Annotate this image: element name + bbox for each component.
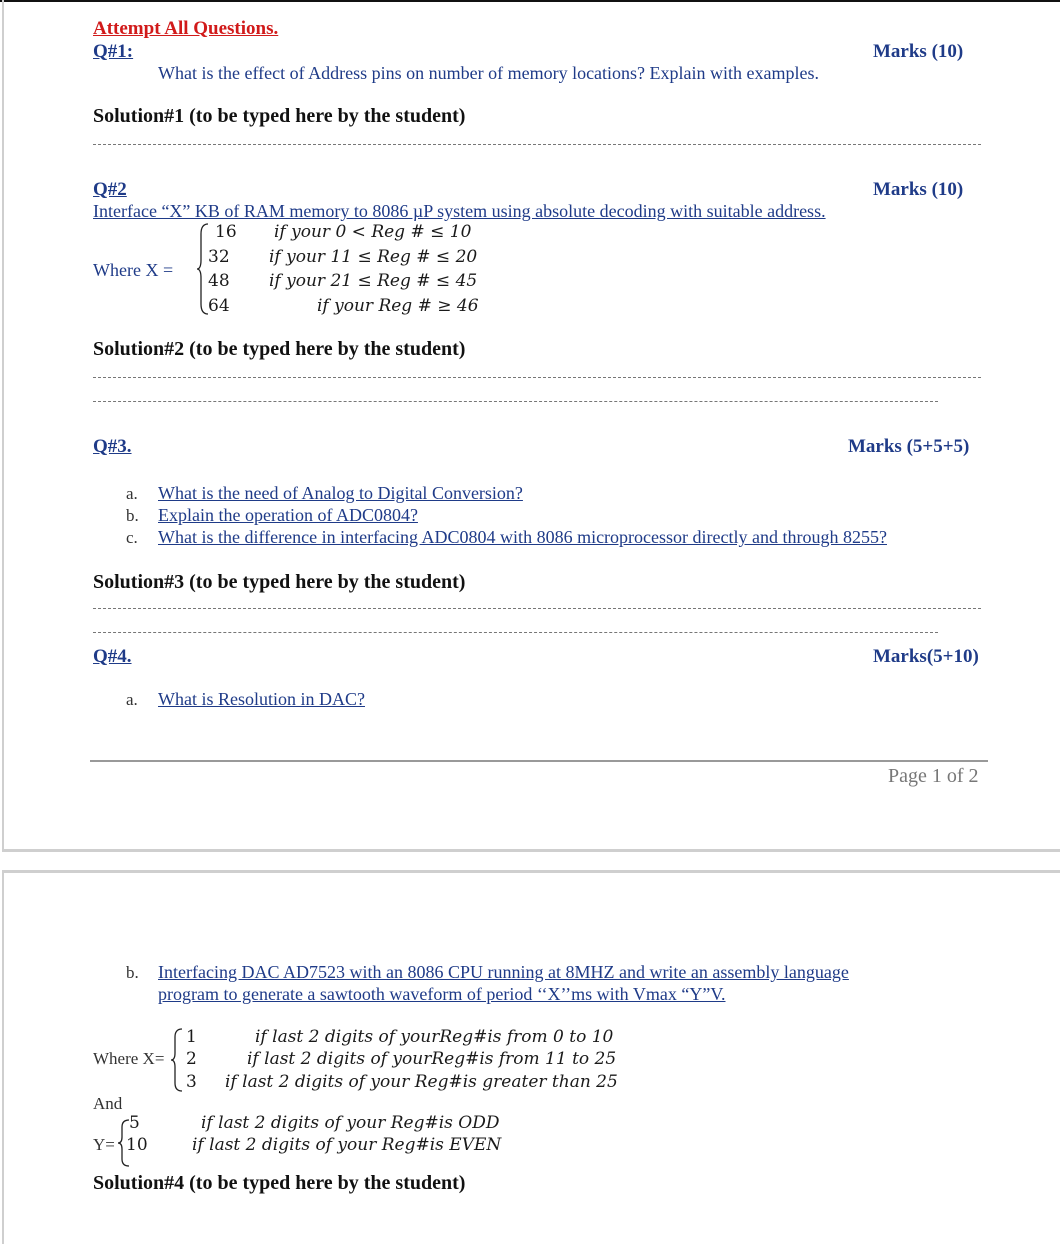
q4-x-brace	[170, 1027, 184, 1093]
q4-item-b-line-1: Interfacing DAC AD7523 with an 8086 CPU running at 8MHZ and write an assembly language	[158, 962, 849, 982]
q4-marks: Marks(5+10)	[873, 646, 979, 667]
q2-case-cond-2: if your 11 ≤ Reg # ≤ 20	[269, 247, 478, 267]
q3-item-a-text: What is the need of Analog to Digital Conversion?	[158, 483, 523, 503]
solution-3-divider-1	[93, 608, 981, 609]
solution-1-heading: Solution#1 (to be typed here by the student)	[93, 105, 466, 127]
q4-item-a-letter: a.	[126, 690, 138, 709]
q4-where-y: Y=	[93, 1135, 115, 1154]
q3-item-c-text: What is the difference in interfacing ADC0804 with 8086 microprocessor directly and through 8255?	[158, 527, 887, 547]
attempt-heading: Attempt All Questions.	[93, 18, 279, 39]
q3-item-a-letter: a.	[126, 484, 138, 503]
q2-where-x: Where X =	[93, 260, 174, 280]
q2-case-value-1: 16	[215, 222, 237, 242]
solution-3-heading: Solution#3 (to be typed here by the student)	[93, 571, 466, 593]
solution-1-divider	[93, 144, 981, 145]
q4-label: Q#4.	[93, 646, 132, 667]
q3-item-c-letter: c.	[126, 528, 138, 547]
page-footer-line	[90, 760, 988, 762]
q4-x-cond-3: if last 2 digits of your Reg#is greater than 25	[225, 1072, 618, 1092]
q4-y-value-2: 10	[126, 1135, 148, 1155]
q4-y-value-1: 5	[129, 1113, 140, 1133]
q4-y-cond-2: if last 2 digits of your Reg#is EVEN	[192, 1135, 502, 1155]
q2-case-cond-3: if your 21 ≤ Reg # ≤ 45	[269, 271, 478, 291]
solution-2-heading: Solution#2 (to be typed here by the student)	[93, 338, 466, 360]
q4-and: And	[93, 1094, 123, 1113]
page-1-left-border	[2, 0, 4, 852]
q4-item-b-line-2: program to generate a sawtooth waveform of period ‘‘X’’ms with Vmax “Y”V.	[158, 984, 726, 1004]
q3-marks: Marks (5+5+5)	[848, 436, 970, 457]
q2-label: Q#2	[93, 179, 127, 200]
q4-item-a-text: What is Resolution in DAC?	[158, 689, 365, 709]
q3-item-b-letter: b.	[126, 506, 139, 525]
q1-marks: Marks (10)	[873, 41, 964, 62]
q2-case-value-2: 32	[208, 247, 230, 267]
page-1-bottom-border	[2, 849, 1060, 852]
top-border	[0, 0, 1060, 2]
q3-item-b-text: Explain the operation of ADC0804?	[158, 505, 418, 525]
q2-case-value-4: 64	[208, 296, 230, 316]
page-2-top-border	[2, 870, 1060, 873]
q3-label: Q#3.	[93, 436, 132, 457]
q2-question-text: Interface “X” KB of RAM memory to 8086 µP system using absolute decoding with suitable address.	[93, 201, 826, 221]
q4-x-cond-1: if last 2 digits of yourReg#is from 0 to 10	[255, 1027, 614, 1047]
solution-2-divider-1	[93, 377, 981, 378]
q1-label: Q#1:	[93, 41, 134, 62]
q4-x-value-2: 2	[186, 1049, 197, 1069]
q4-x-cond-2: if last 2 digits of yourReg#is from 11 to 25	[247, 1049, 617, 1069]
q4-where-x: Where X=	[93, 1049, 165, 1068]
q4-y-cond-1: if last 2 digits of your Reg#is ODD	[201, 1113, 500, 1133]
q1-question-text: What is the effect of Address pins on number of memory locations? Explain with examples.	[158, 63, 820, 83]
page-2-left-border	[2, 870, 4, 1244]
q4-item-b-letter: b.	[126, 963, 139, 982]
q2-case-cond-4: if your Reg # ≥ 46	[317, 296, 479, 316]
page-number: Page 1 of 2	[888, 765, 979, 787]
q2-case-value-3: 48	[208, 271, 230, 291]
q2-case-cond-1: if your 0 < Reg # ≤ 10	[274, 222, 472, 242]
q4-x-value-1: 1	[186, 1027, 197, 1047]
solution-4-heading: Solution#4 (to be typed here by the student)	[93, 1172, 466, 1194]
q4-x-value-3: 3	[186, 1072, 197, 1092]
solution-2-divider-2	[93, 401, 938, 402]
solution-3-divider-2	[93, 632, 938, 633]
q2-marks: Marks (10)	[873, 179, 964, 200]
